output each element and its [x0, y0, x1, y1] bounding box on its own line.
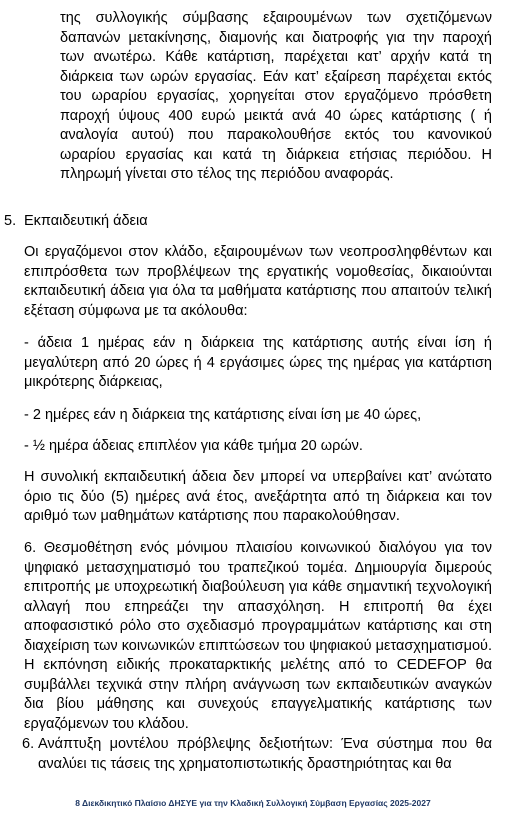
section-5-heading: Εκπαιδευτική άδεια — [24, 213, 148, 229]
section-5-number: 5. — [4, 213, 17, 229]
section-5-bullet-3: - ½ ημέρα άδειας επιπλέον για κάθε τμήμα 20 ωρών. — [24, 438, 363, 454]
section-5-paragraph-2: Η συνολική εκπαιδευτική άδεια δεν μπορεί να υπερβαίνει κατ’ ανώτατο όριο τις δύο (5) ημέρες ανά έτος, ανεξάρτητα από τη διάρκεια και τον αριθμό των μαθημάτων κατάρτισης που παρακολούθησαν. — [24, 469, 492, 524]
section-5-bullet-2: - 2 ημέρες εάν η διάρκεια της κατάρτισης είναι ίση με 40 ώρες, — [24, 407, 422, 423]
section-6-skills-number: 6. — [22, 736, 35, 752]
intro-paragraph: της συλλογικής σύμβασης εξαιρουμένων των σχετιζόμενων δαπανών μετακίνησης, διαμονής και διατροφής για την παροχή των ανωτέρω. Κάθε κατάρτιση, παρέχεται κατ’ αρχήν κατά τη διάρκεια των ωρών εργασίας. Εάν κατ’ εξαίρεση παρέχεται εκτός του ωραρίου εργασίας, χορηγείται στον εργαζόμενο πρόσθετη παροχή ύψους 400 ευρώ μεικτά ανά 40 ώρες κατάρτισης ( ή αναλογία αυτού) που παρακολουθήσε εκτός του κανονικού ωραρίου εργασίας και κατά τη διάρκεια ετήσιας περιόδου. Η πληρωμή γίνεται στο τέλος της περιόδου αναφοράς. — [60, 10, 492, 182]
section-6-digital-dialogue-paragraph: 6. Θεσμοθέτηση ενός μόνιμου πλαισίου κοινωνικού διαλόγου για τον ψηφιακό μετασχηματισμό του τραπεζικού τομέα. Δημιουργία διμερούς επιτροπής με υποχρεωτική διαβούλευση για κάθε σημαντική τεχνολογική αλλαγή που επηρεάζει την απασχόληση. Η επιτροπή θα έχει αποφασιστικό ρόλο στο σχεδιασμό προγραμμάτων κατάρτισης και στη διαχείριση των κοινωνικών επιπτώσεων του ψηφιακού μετασχηματισμού. Η εκπόνηση ειδικής προκαταρκτικής μελέτης από το CEDEFOP θα συμβάλλει τεχνικά στην πλήρη ανάγνωση των εκπαιδευτικών αναγκών δια βίου μάθησης και συνεχούς επαγγελματικής κατάρτισης των εργαζόμενων του κλάδου. — [24, 540, 492, 732]
section-6-skills-paragraph: Ανάπτυξη μοντέλου πρόβλεψης δεξιοτήτων: Ένα σύστημα που θα αναλύει τις τάσεις της χρηματοπιστωτικής δραστηριότητας και θα — [38, 736, 492, 772]
page-footer: 8 Διεκδικητικό Πλαίσιο ΔΗΣΥΕ για την Κλαδική Συλλογική Σύμβαση Εργασίας 2025-2027 — [75, 798, 431, 808]
section-5-paragraph-1: Οι εργαζόμενοι στον κλάδο, εξαιρουμένων των νεοπροσληφθέντων και επιπρόσθετα των προβλέψεων της εργατικής νομοθεσίας, δικαιούνται εκπαιδευτική άδεια για όλα τα μαθήματα κατάρτισης που απαιτούν τελική εξέταση σύμφωνα με τα ακόλουθα: — [24, 244, 492, 319]
section-5-bullet-1: - άδεια 1 ημέρας εάν η διάρκεια της κατάρτισης αυτής είναι ίση ή μεγαλύτερη από 20 ώρες ή 4 εργάσιμες ώρες της ημέρας για κατάρτιση μικρότερης διάρκειας, — [24, 335, 492, 390]
